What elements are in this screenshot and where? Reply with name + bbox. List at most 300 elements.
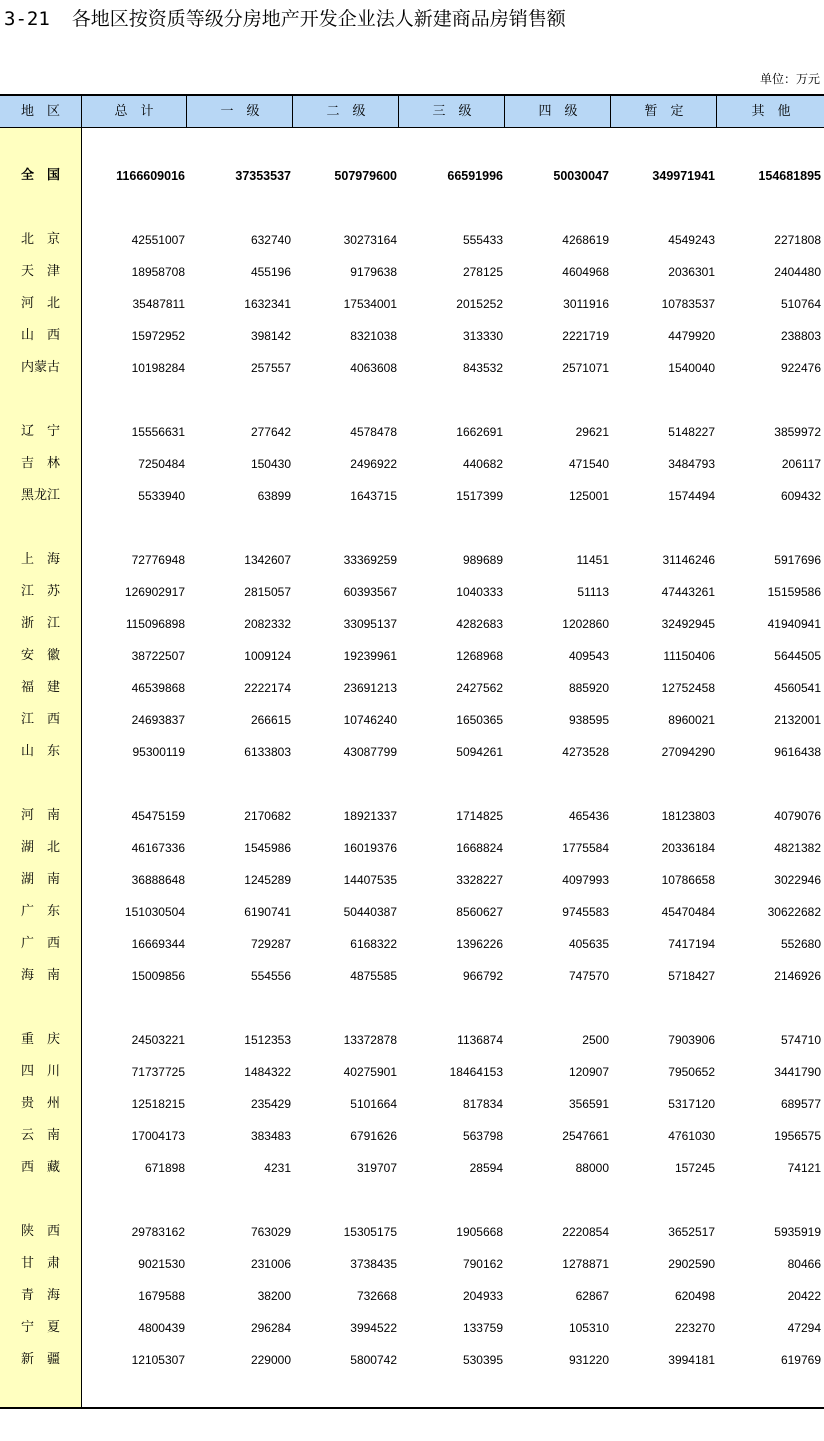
value-cell: 5917696: [774, 553, 821, 567]
value-cell: 30622682: [767, 905, 821, 919]
value-cell: 17534001: [343, 297, 397, 311]
region-name: 重 庆: [20, 1032, 60, 1047]
table-row: [0, 325, 824, 347]
table-row: [0, 869, 824, 891]
value-cell: 507979600: [334, 169, 397, 183]
value-cell: 10783537: [661, 297, 715, 311]
table-row: [0, 1029, 824, 1051]
value-cell: 15009856: [131, 969, 185, 983]
column-header: 总 计: [82, 96, 187, 127]
value-cell: 29783162: [131, 1225, 185, 1239]
value-cell: 151030504: [124, 905, 185, 919]
value-cell: 4761030: [668, 1129, 715, 1143]
value-cell: 1040333: [456, 585, 503, 599]
value-cell: 15556631: [131, 425, 185, 439]
value-cell: 1905668: [456, 1225, 503, 1239]
value-cell: 1484322: [244, 1065, 291, 1079]
value-cell: 405635: [568, 937, 609, 951]
value-cell: 31146246: [662, 553, 715, 567]
value-cell: 9021530: [138, 1257, 185, 1271]
value-cell: 4079076: [774, 809, 821, 823]
value-cell: 671898: [144, 1161, 185, 1175]
value-cell: 4231: [264, 1161, 291, 1175]
value-cell: 4560541: [774, 681, 821, 695]
value-cell: 922476: [780, 361, 821, 375]
value-cell: 2082332: [244, 617, 291, 631]
value-cell: 319707: [356, 1161, 397, 1175]
value-cell: 15972952: [131, 329, 185, 343]
value-cell: 6133803: [244, 745, 291, 759]
value-cell: 931220: [568, 1353, 609, 1367]
value-cell: 40275901: [343, 1065, 397, 1079]
value-cell: 2220854: [562, 1225, 609, 1239]
column-header: 一 级: [188, 96, 293, 127]
value-cell: 1662691: [456, 425, 503, 439]
region-name: 山 东: [20, 744, 60, 759]
value-cell: 763029: [250, 1225, 291, 1239]
value-cell: 88000: [575, 1161, 609, 1175]
table-row: [0, 1157, 824, 1179]
value-cell: 1574494: [668, 489, 715, 503]
region-name: 宁 夏: [20, 1320, 60, 1335]
value-cell: 1714825: [456, 809, 503, 823]
region-name: 全 国: [20, 168, 60, 183]
region-name: 江 西: [20, 712, 60, 727]
value-cell: 2571071: [562, 361, 609, 375]
region-name: 山 西: [20, 328, 60, 343]
value-cell: 4800439: [138, 1321, 185, 1335]
table-header: [0, 94, 824, 128]
table-row: [0, 837, 824, 859]
value-cell: 1545986: [244, 841, 291, 855]
region-name: 内蒙古: [20, 360, 60, 375]
value-cell: 9745583: [562, 905, 609, 919]
value-cell: 1396226: [456, 937, 503, 951]
value-cell: 150430: [250, 457, 291, 471]
value-cell: 2271808: [774, 233, 821, 247]
value-cell: 20336184: [661, 841, 715, 855]
value-cell: 4273528: [562, 745, 609, 759]
table-bottom-rule: [0, 1407, 824, 1409]
table-row: [0, 933, 824, 955]
value-cell: 2221719: [562, 329, 609, 343]
value-cell: 42551007: [131, 233, 185, 247]
value-cell: 1278871: [562, 1257, 609, 1271]
value-cell: 4821382: [774, 841, 821, 855]
value-cell: 38200: [257, 1289, 291, 1303]
table-row: [0, 581, 824, 603]
value-cell: 455196: [250, 265, 291, 279]
value-cell: 296284: [250, 1321, 291, 1335]
value-cell: 510764: [780, 297, 821, 311]
table-row: [0, 1093, 824, 1115]
table-row: [0, 741, 824, 763]
value-cell: 60393567: [343, 585, 397, 599]
value-cell: 30273164: [343, 233, 397, 247]
value-cell: 14407535: [343, 873, 397, 887]
value-cell: 154681895: [758, 169, 821, 183]
table-row: [0, 613, 824, 635]
value-cell: 1643715: [350, 489, 397, 503]
value-cell: 266615: [250, 713, 291, 727]
value-cell: 2404480: [774, 265, 821, 279]
value-cell: 966792: [462, 969, 503, 983]
value-cell: 5718427: [668, 969, 715, 983]
value-cell: 10786658: [661, 873, 715, 887]
column-header: 四 级: [506, 96, 611, 127]
value-cell: 1632341: [244, 297, 291, 311]
value-cell: 3994522: [350, 1321, 397, 1335]
region-name: 福 建: [20, 680, 60, 695]
value-cell: 20422: [787, 1289, 821, 1303]
table-row: [0, 1125, 824, 1147]
value-cell: 72776948: [131, 553, 185, 567]
value-cell: 24693837: [131, 713, 185, 727]
table-row: [0, 357, 824, 379]
value-cell: 817834: [462, 1097, 503, 1111]
value-cell: 619769: [780, 1353, 821, 1367]
value-cell: 50440387: [343, 905, 397, 919]
value-cell: 1679588: [138, 1289, 185, 1303]
value-cell: 43087799: [343, 745, 397, 759]
value-cell: 3484793: [668, 457, 715, 471]
value-cell: 24503221: [131, 1033, 185, 1047]
value-cell: 4604968: [562, 265, 609, 279]
value-cell: 278125: [462, 265, 503, 279]
value-cell: 530395: [462, 1353, 503, 1367]
value-cell: 8560627: [456, 905, 503, 919]
value-cell: 10746240: [343, 713, 397, 727]
value-cell: 277642: [250, 425, 291, 439]
table-title: 各地区按资质等级分房地产开发企业法人新建商品房销售额: [71, 8, 566, 30]
table-row: [0, 1221, 824, 1243]
value-cell: 349971941: [652, 169, 715, 183]
value-cell: 15305175: [343, 1225, 397, 1239]
value-cell: 4097993: [562, 873, 609, 887]
region-name: 湖 北: [20, 840, 60, 855]
column-header: 其 他: [751, 104, 791, 119]
value-cell: 313330: [462, 329, 503, 343]
region-name: 江 苏: [20, 584, 60, 599]
column-header: 暂 定: [612, 96, 717, 127]
value-cell: 257557: [250, 361, 291, 375]
value-cell: 729287: [250, 937, 291, 951]
table-row: [0, 421, 824, 443]
total-row: [0, 165, 824, 187]
column-header: 二 级: [294, 96, 399, 127]
value-cell: 409543: [568, 649, 609, 663]
value-cell: 440682: [462, 457, 503, 471]
page-title: [4, 6, 566, 32]
table-row: [0, 805, 824, 827]
value-cell: 938595: [568, 713, 609, 727]
value-cell: 62867: [575, 1289, 609, 1303]
region-name: 河 南: [20, 808, 60, 823]
region-name: 安 徽: [20, 648, 60, 663]
column-header: 地 区: [0, 96, 82, 127]
value-cell: 23691213: [343, 681, 397, 695]
value-cell: 3859972: [774, 425, 821, 439]
value-cell: 16669344: [131, 937, 185, 951]
value-cell: 12518215: [131, 1097, 185, 1111]
region-name: 北 京: [20, 232, 60, 247]
table-row: [0, 453, 824, 475]
value-cell: 11150406: [663, 649, 715, 663]
value-cell: 18958708: [131, 265, 185, 279]
region-name: 河 北: [20, 296, 60, 311]
table-number: 3-21: [4, 8, 50, 30]
value-cell: 133759: [462, 1321, 503, 1335]
value-cell: 36888648: [131, 873, 185, 887]
value-cell: 3738435: [350, 1257, 397, 1271]
value-cell: 35487811: [132, 297, 185, 311]
region-name: 青 海: [20, 1288, 60, 1303]
value-cell: 4549243: [668, 233, 715, 247]
region-name: 新 疆: [20, 1352, 60, 1367]
value-cell: 555433: [462, 233, 503, 247]
value-cell: 6791626: [350, 1129, 397, 1143]
value-cell: 5533940: [138, 489, 185, 503]
value-cell: 231006: [250, 1257, 291, 1271]
value-cell: 1650365: [456, 713, 503, 727]
value-cell: 71737725: [131, 1065, 185, 1079]
value-cell: 16019376: [343, 841, 397, 855]
value-cell: 45470484: [661, 905, 715, 919]
value-cell: 356591: [568, 1097, 609, 1111]
value-cell: 609432: [780, 489, 821, 503]
value-cell: 19239961: [343, 649, 397, 663]
value-cell: 206117: [781, 457, 821, 471]
value-cell: 1668824: [456, 841, 503, 855]
value-cell: 5101664: [350, 1097, 397, 1111]
value-cell: 554556: [250, 969, 291, 983]
region-name: 辽 宁: [20, 424, 60, 439]
region-name: 浙 江: [20, 616, 60, 631]
table-row: [0, 901, 824, 923]
value-cell: 235429: [250, 1097, 291, 1111]
value-cell: 2547661: [562, 1129, 609, 1143]
value-cell: 4282683: [456, 617, 503, 631]
value-cell: 12105307: [131, 1353, 185, 1367]
value-cell: 10198284: [131, 361, 185, 375]
region-name: 四 川: [20, 1064, 60, 1079]
value-cell: 115096898: [125, 617, 185, 631]
value-cell: 1512353: [244, 1033, 291, 1047]
value-cell: 18921337: [343, 809, 397, 823]
value-cell: 46539868: [131, 681, 185, 695]
value-cell: 620498: [674, 1289, 715, 1303]
value-cell: 2132001: [774, 713, 821, 727]
region-name: 上 海: [20, 552, 60, 567]
table-row: [0, 229, 824, 251]
value-cell: 27094290: [661, 745, 715, 759]
table-row: [0, 485, 824, 507]
region-name: 广 西: [20, 936, 60, 951]
region-name: 天 津: [20, 264, 60, 279]
value-cell: 46167336: [131, 841, 185, 855]
value-cell: 12752458: [661, 681, 715, 695]
value-cell: 843532: [462, 361, 503, 375]
value-cell: 29621: [575, 425, 609, 439]
table-row: [0, 709, 824, 731]
value-cell: 1136874: [457, 1033, 503, 1047]
region-name: 黑龙江: [20, 488, 60, 503]
value-cell: 3022946: [774, 873, 821, 887]
value-cell: 8960021: [668, 713, 715, 727]
value-cell: 885920: [568, 681, 609, 695]
value-cell: 5094261: [456, 745, 503, 759]
value-cell: 11451: [576, 553, 609, 567]
value-cell: 7250484: [138, 457, 185, 471]
value-cell: 790162: [462, 1257, 503, 1271]
value-cell: 3011916: [563, 297, 609, 311]
value-cell: 66591996: [447, 169, 503, 183]
value-cell: 13372878: [343, 1033, 397, 1047]
table-row: [0, 1349, 824, 1371]
value-cell: 3994181: [668, 1353, 715, 1367]
value-cell: 7903906: [668, 1033, 715, 1047]
value-cell: 50030047: [553, 169, 609, 183]
value-cell: 4479920: [668, 329, 715, 343]
table-row: [0, 549, 824, 571]
value-cell: 8321038: [350, 329, 397, 343]
value-cell: 4063608: [350, 361, 397, 375]
value-cell: 95300119: [132, 745, 185, 759]
value-cell: 45475159: [131, 809, 185, 823]
unit-label: 单位：万元: [759, 72, 820, 86]
value-cell: 6190741: [244, 905, 291, 919]
value-cell: 1202860: [562, 617, 609, 631]
region-name: 云 南: [20, 1128, 60, 1143]
value-cell: 4578478: [350, 425, 397, 439]
column-header: 三 级: [400, 96, 505, 127]
value-cell: 126902917: [124, 585, 185, 599]
region-name: 海 南: [20, 968, 60, 983]
value-cell: 1775584: [562, 841, 609, 855]
value-cell: 32492945: [661, 617, 715, 631]
value-cell: 552680: [780, 937, 821, 951]
value-cell: 632740: [250, 233, 291, 247]
value-cell: 2815057: [244, 585, 291, 599]
value-cell: 38722507: [131, 649, 185, 663]
value-cell: 2036301: [668, 265, 715, 279]
table-row: [0, 261, 824, 283]
value-cell: 1540040: [668, 361, 715, 375]
value-cell: 7950652: [668, 1065, 715, 1079]
value-cell: 41940941: [767, 617, 821, 631]
value-cell: 6168322: [350, 937, 397, 951]
value-cell: 238803: [780, 329, 821, 343]
value-cell: 2146926: [774, 969, 821, 983]
value-cell: 5644505: [774, 649, 821, 663]
value-cell: 465436: [568, 809, 609, 823]
table-row: [0, 1317, 824, 1339]
value-cell: 33095137: [343, 617, 397, 631]
table-row: [0, 677, 824, 699]
value-cell: 7417194: [668, 937, 715, 951]
value-cell: 989689: [462, 553, 503, 567]
value-cell: 4268619: [562, 233, 609, 247]
value-cell: 80466: [787, 1257, 821, 1271]
value-cell: 3328227: [456, 873, 503, 887]
value-cell: 574710: [780, 1033, 821, 1047]
value-cell: 5317120: [668, 1097, 715, 1111]
value-cell: 63899: [257, 489, 291, 503]
value-cell: 2222174: [244, 681, 291, 695]
region-name: 吉 林: [20, 456, 60, 471]
value-cell: 2170682: [244, 809, 291, 823]
value-cell: 3441790: [774, 1065, 821, 1079]
value-cell: 1245289: [244, 873, 291, 887]
value-cell: 47294: [787, 1321, 821, 1335]
value-cell: 1166609016: [116, 169, 185, 183]
value-cell: 5800742: [350, 1353, 397, 1367]
value-cell: 125001: [568, 489, 609, 503]
value-cell: 1268968: [456, 649, 503, 663]
value-cell: 398142: [250, 329, 291, 343]
value-cell: 9179638: [350, 265, 397, 279]
value-cell: 17004173: [131, 1129, 185, 1143]
value-cell: 120907: [568, 1065, 609, 1079]
region-name: 甘 肃: [20, 1256, 60, 1271]
value-cell: 2496922: [350, 457, 397, 471]
region-name: 西 藏: [20, 1160, 60, 1175]
region-name: 贵 州: [20, 1096, 60, 1111]
value-cell: 747570: [568, 969, 609, 983]
value-cell: 4875585: [350, 969, 397, 983]
value-cell: 2427562: [456, 681, 503, 695]
table-row: [0, 293, 824, 315]
value-cell: 5935919: [774, 1225, 821, 1239]
value-cell: 1342607: [244, 553, 291, 567]
value-cell: 204933: [462, 1289, 503, 1303]
table-row: [0, 1061, 824, 1083]
value-cell: 37353537: [235, 169, 291, 183]
value-cell: 1956575: [774, 1129, 821, 1143]
value-cell: 732668: [356, 1289, 397, 1303]
value-cell: 15159586: [767, 585, 821, 599]
region-name: 陕 西: [20, 1224, 60, 1239]
value-cell: 47443261: [661, 585, 715, 599]
value-cell: 5148227: [668, 425, 715, 439]
value-cell: 18123803: [661, 809, 715, 823]
value-cell: 18464153: [449, 1065, 503, 1079]
value-cell: 1009124: [244, 649, 291, 663]
value-cell: 471540: [568, 457, 609, 471]
table-row: [0, 1285, 824, 1307]
value-cell: 105310: [568, 1321, 609, 1335]
value-cell: 3652517: [668, 1225, 715, 1239]
table-row: [0, 645, 824, 667]
value-cell: 157245: [674, 1161, 715, 1175]
value-cell: 2015252: [456, 297, 503, 311]
value-cell: 28594: [469, 1161, 503, 1175]
table-row: [0, 1253, 824, 1275]
value-cell: 2902590: [668, 1257, 715, 1271]
value-cell: 689577: [780, 1097, 821, 1111]
value-cell: 383483: [250, 1129, 291, 1143]
value-cell: 9616438: [774, 745, 821, 759]
value-cell: 2500: [582, 1033, 609, 1047]
value-cell: 229000: [250, 1353, 291, 1367]
value-cell: 33369259: [343, 553, 397, 567]
table-row: [0, 965, 824, 987]
value-cell: 1517399: [456, 489, 503, 503]
value-cell: 223270: [674, 1321, 715, 1335]
region-name: 广 东: [20, 904, 60, 919]
value-cell: 74121: [787, 1161, 821, 1175]
value-cell: 563798: [462, 1129, 503, 1143]
